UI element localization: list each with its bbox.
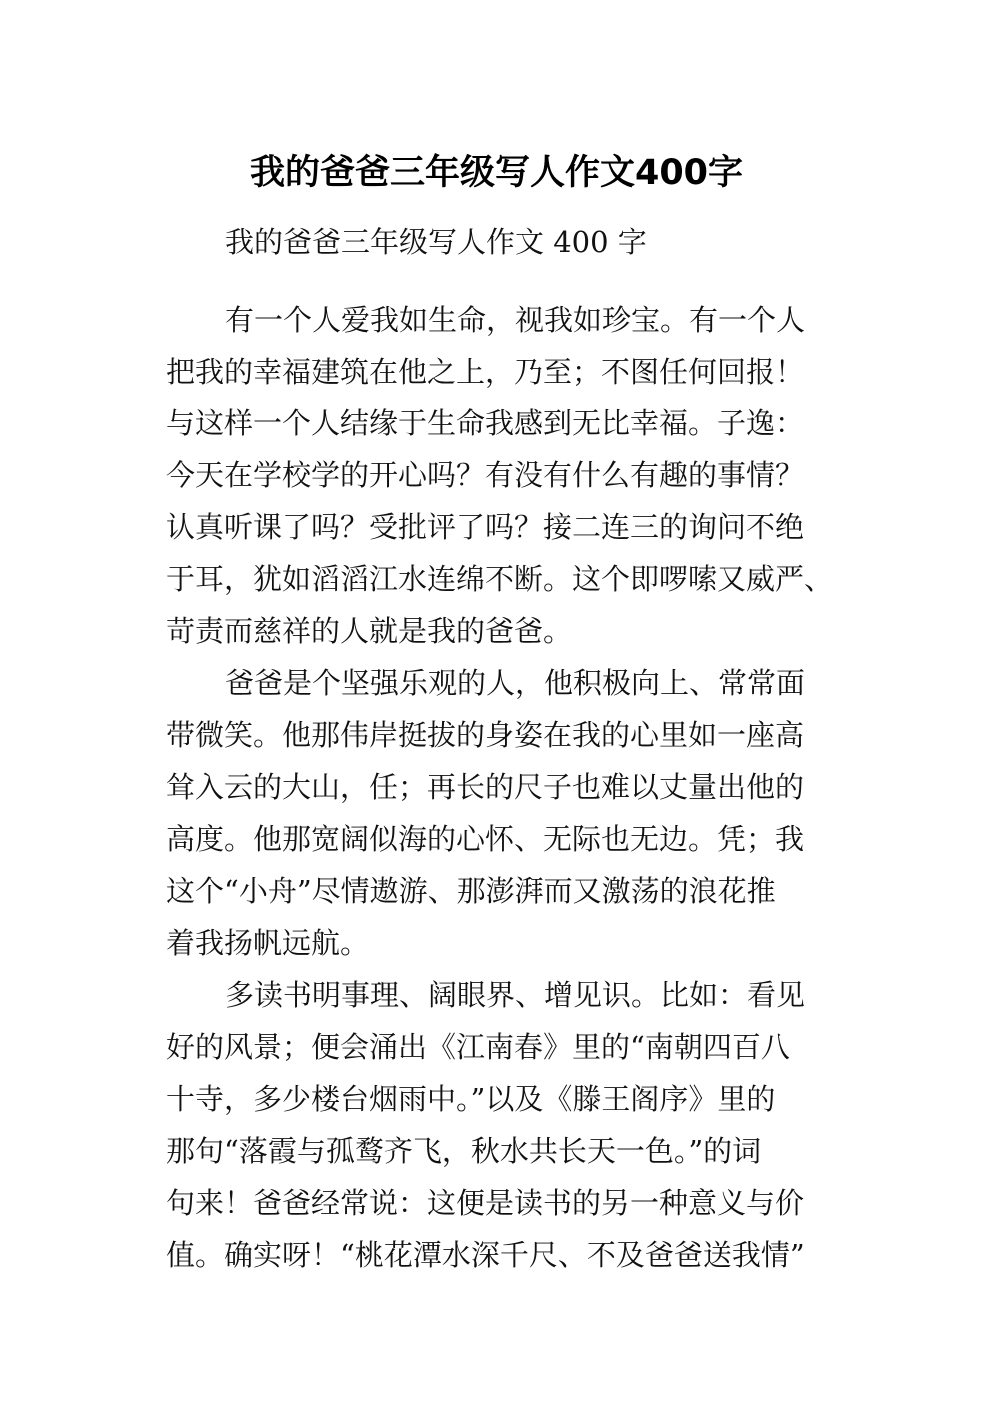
paragraph-line: 着我扬帆远航。 xyxy=(166,926,370,960)
paragraph-line: 好的风景；便会涌出《江南春》里的“南朝四百八 xyxy=(166,1030,790,1064)
paragraph-line: 那句“落霞与孤鹜齐飞，秋水共长天一色。”的词 xyxy=(166,1134,762,1168)
paragraph-line: 苛责而慈祥的人就是我的爸爸。 xyxy=(166,614,573,648)
paragraph-line: 十寺，多少楼台烟雨中。”以及《滕王阁序》里的 xyxy=(166,1082,776,1116)
paragraph-line: 带微笑。他那伟岸挺拔的身姿在我的心里如一座高 xyxy=(166,718,805,752)
document-title: 我的爸爸三年级写人作文400字 xyxy=(249,153,744,194)
paragraph-line: 这个“小舟”尽情遨游、那澎湃而又激荡的浪花推 xyxy=(166,874,776,908)
paragraph-line: 句来！爸爸经常说：这便是读书的另一种意义与价 xyxy=(166,1186,805,1220)
paragraph-first-line: 我的爸爸三年级写人作文 400 字 xyxy=(225,225,647,259)
paragraph-line: 今天在学校学的开心吗？有没有什么有趣的事情？ xyxy=(166,458,805,492)
paragraph-line: 认真听课了吗？受批评了吗？接二连三的询问不绝 xyxy=(166,510,805,544)
paragraph-first-line: 多读书明事理、阔眼界、增见识。比如：看见 xyxy=(225,978,806,1012)
paragraph-line: 值。确实呀！“桃花潭水深千尺、不及爸爸送我情” xyxy=(166,1238,805,1272)
paragraph-line: 耸入云的大山，任；再长的尺子也难以丈量出他的 xyxy=(166,770,805,804)
paragraph-line: 高度。他那宽阔似海的心怀、无际也无边。凭；我 xyxy=(166,822,805,856)
paragraph-line: 把我的幸福建筑在他之上，乃至；不图任何回报！ xyxy=(166,355,805,389)
paragraph-line: 于耳，犹如滔滔江水连绵不断。这个即啰嗦又威严、 xyxy=(166,562,834,596)
paragraph-line: 与这样一个人结缘于生命我感到无比幸福。子逸： xyxy=(166,406,805,440)
paragraph-first-line: 爸爸是个坚强乐观的人，他积极向上、常常面 xyxy=(225,666,806,700)
paragraph-first-line: 有一个人爱我如生命，视我如珍宝。有一个人 xyxy=(225,303,806,337)
